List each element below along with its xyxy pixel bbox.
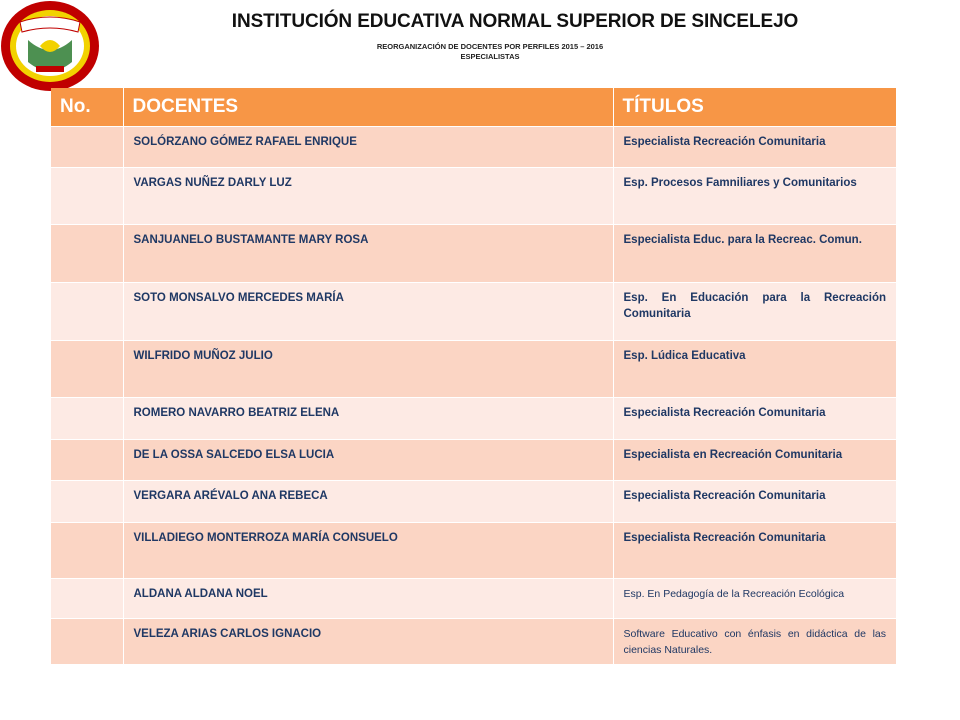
- cell-no: [51, 619, 123, 665]
- cell-no: [51, 440, 123, 481]
- table-row: [51, 398, 896, 440]
- cell-no: [51, 225, 123, 283]
- cell-docente: ROMERO NAVARRO BEATRIZ ELENA: [123, 398, 613, 440]
- cell-docente: VELEZA ARIAS CARLOS IGNACIO: [123, 619, 613, 665]
- cell-titulo: Esp. Lúdica Educativa: [613, 341, 896, 398]
- column-header-docentes: DOCENTES: [123, 88, 613, 127]
- cell-no: [51, 481, 123, 523]
- cell-docente: SOTO MONSALVO MERCEDES MARÍA: [123, 283, 613, 341]
- cell-no: [51, 168, 123, 225]
- table-row: [51, 481, 896, 523]
- cell-titulo: Especialista Recreación Comunitaria: [613, 398, 896, 440]
- table-header-row: [51, 88, 896, 127]
- table-row: [51, 283, 896, 341]
- cell-docente: DE LA OSSA SALCEDO ELSA LUCIA: [123, 440, 613, 481]
- cell-titulo: Especialista Recreación Comunitaria: [613, 127, 896, 168]
- cell-docente: VARGAS NUÑEZ DARLY LUZ: [123, 168, 613, 225]
- cell-docente: VERGARA ARÉVALO ANA REBECA: [123, 481, 613, 523]
- table-row: [51, 440, 896, 481]
- table-row: [51, 127, 896, 168]
- cell-titulo: Software Educativo con énfasis en didáctica de las ciencias Naturales.: [613, 619, 896, 665]
- section-label: ESPECIALISTAS: [460, 52, 520, 61]
- cell-no: [51, 523, 123, 579]
- table-row: [51, 619, 896, 665]
- cell-titulo: Esp. Procesos Famniliares y Comunitarios: [613, 168, 896, 225]
- docentes-table: [51, 88, 896, 664]
- cell-docente: ALDANA ALDANA NOEL: [123, 579, 613, 619]
- table-row: [51, 341, 896, 398]
- page-title: INSTITUCIÓN EDUCATIVA NORMAL SUPERIOR DE SINCELEJO: [231, 11, 799, 32]
- cell-no: [51, 579, 123, 619]
- table-row: [51, 523, 896, 579]
- column-header-titulos: TÍTULOS: [613, 88, 896, 127]
- column-header-no: No.: [51, 88, 123, 127]
- table-row: [51, 225, 896, 283]
- cell-no: [51, 127, 123, 168]
- table-row: [51, 579, 896, 619]
- page-subtitle: REORGANIZACIÓN DE DOCENTES POR PERFILES 2015 – 2016: [376, 42, 604, 51]
- cell-titulo: Esp. En Pedagogía de la Recreación Ecológica: [613, 579, 896, 619]
- cell-titulo: Especialista Educ. para la Recreac. Comun.: [613, 225, 896, 283]
- school-crest-icon: [0, 0, 104, 92]
- cell-titulo: Esp. En Educación para la Recreación Comunitaria: [613, 283, 896, 341]
- cell-titulo: Especialista Recreación Comunitaria: [613, 481, 896, 523]
- cell-no: [51, 341, 123, 398]
- table-row: [51, 168, 896, 225]
- cell-docente: SANJUANELO BUSTAMANTE MARY ROSA: [123, 225, 613, 283]
- cell-docente: VILLADIEGO MONTERROZA MARÍA CONSUELO: [123, 523, 613, 579]
- cell-titulo: Especialista en Recreación Comunitaria: [613, 440, 896, 481]
- cell-titulo: Especialista Recreación Comunitaria: [613, 523, 896, 579]
- cell-docente: SOLÓRZANO GÓMEZ RAFAEL ENRIQUE: [123, 127, 613, 168]
- cell-no: [51, 398, 123, 440]
- cell-no: [51, 283, 123, 341]
- cell-docente: WILFRIDO MUÑOZ JULIO: [123, 341, 613, 398]
